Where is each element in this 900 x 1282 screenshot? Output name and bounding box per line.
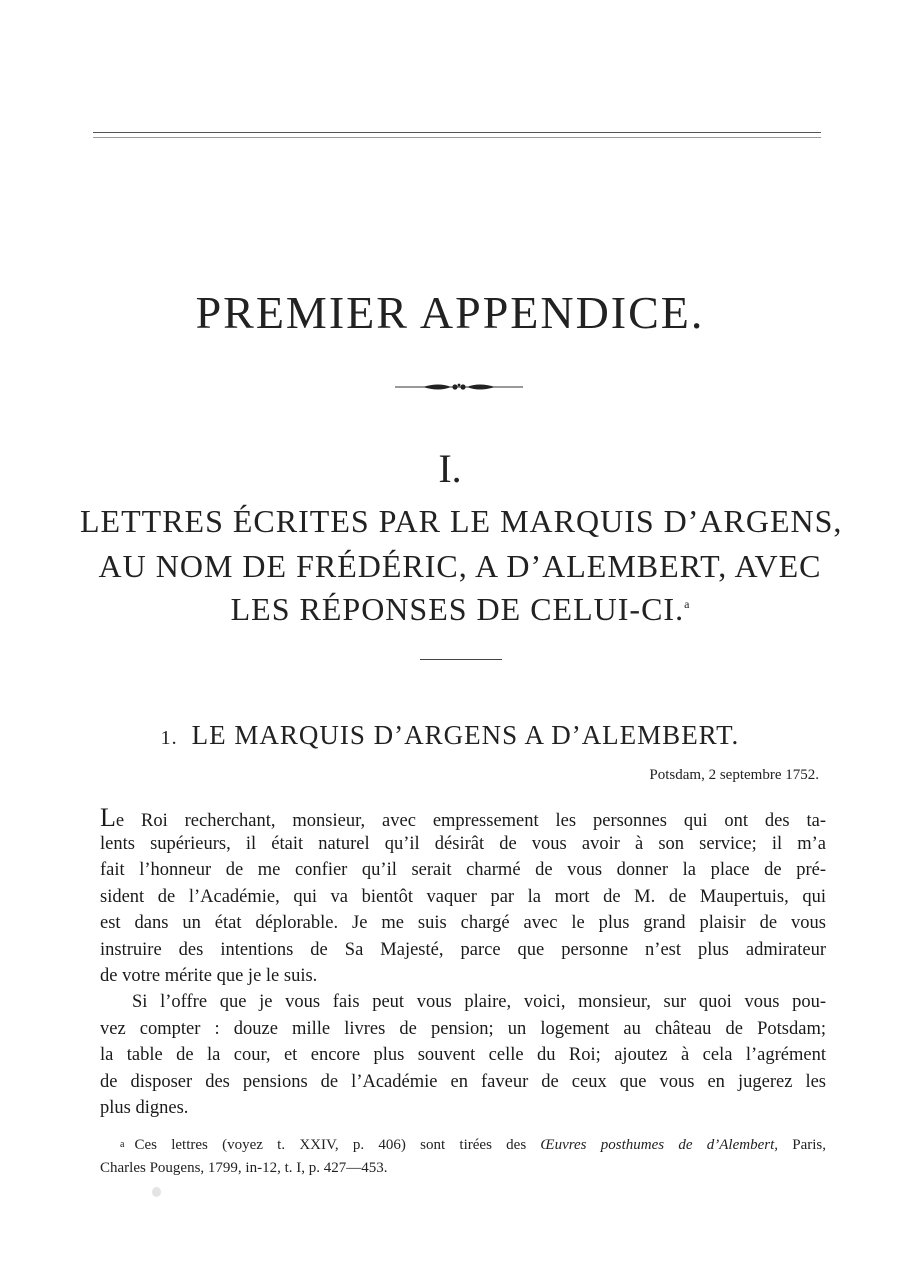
paragraph-line: la table de la cour, et encore plus souvent celle du Roi; ajoutez à cela l’agrément <box>100 1045 826 1065</box>
letter-title: LE MARQUIS D’ARGENS A D’ALEMBERT. <box>191 720 740 750</box>
letter-number: 1. <box>160 727 178 749</box>
footnote-marker: a <box>120 1139 125 1150</box>
footnote-line-2: Charles Pougens, 1799, in-12, t. I, p. 427—453. <box>100 1160 388 1176</box>
letter-heading <box>0 720 900 751</box>
paragraph-line: instruire des intentions de Sa Majesté, parce que personne n’est plus admirateur <box>100 940 826 960</box>
paragraph-line: fait l’honneur de me confier qu’il serait charmé de vous donner la place de pré- <box>100 860 826 880</box>
section-numeral: I. <box>438 446 462 491</box>
section-heading-line-1: LETTRES ÉCRITES PAR LE MARQUIS D’ARGENS, <box>80 503 843 539</box>
footnote-line-1: a Ces lettres (voyez t. XXIV, p. 406) sont tirées des Œuvres posthumes de d’Alembert, Paris, <box>120 1137 827 1153</box>
paragraph-line: est dans un état déplorable. Je me suis chargé avec le plus grand plaisir de vous <box>100 913 826 933</box>
ornament-divider <box>395 380 523 394</box>
paragraph-line: sident de l’Académie, qui va bientôt vaquer par la mort de M. de Maupertuis, qui <box>100 887 826 907</box>
short-rule <box>420 659 502 660</box>
paragraph-line: de disposer des pensions de l’Académie en faveur de ceux que vous en jugerez les <box>100 1072 826 1092</box>
footnote-work-title: Œuvres posthumes de d’Alembert, <box>540 1137 778 1153</box>
paragraph-line: Si l’offre que je vous fais peut vous plaire, voici, monsieur, sur quoi vous pou- <box>132 992 826 1012</box>
page-title: PREMIER APPENDICE. <box>195 287 705 338</box>
drop-cap: L <box>100 803 116 832</box>
footnote-reference-marker: a <box>684 597 690 611</box>
paragraph-line: Le Roi recherchant, monsieur, avec empressement les personnes qui ont des ta- <box>100 803 826 832</box>
top-double-rule <box>93 132 821 138</box>
section-heading-line-2: AU NOM DE FRÉDÉRIC, A D’ALEMBERT, AVEC <box>98 548 822 584</box>
paragraph-line: lents supérieurs, il était naturel qu’il désirât de vous avoir à son service; il m’a <box>100 834 826 854</box>
section-heading-line-3-text: LES RÉPONSES DE CELUI-CI. <box>230 591 685 627</box>
dateline: Potsdam, 2 septembre 1752. <box>649 767 819 783</box>
paragraph-line: plus dignes. <box>100 1098 189 1118</box>
page-smudge <box>152 1187 161 1197</box>
section-heading-line-3 <box>80 591 840 628</box>
paragraph-line: vez compter : douze mille livres de pension; un logement au château de Potsdam; <box>100 1019 826 1039</box>
paragraph-line: de votre mérite que je le suis. <box>100 966 318 986</box>
